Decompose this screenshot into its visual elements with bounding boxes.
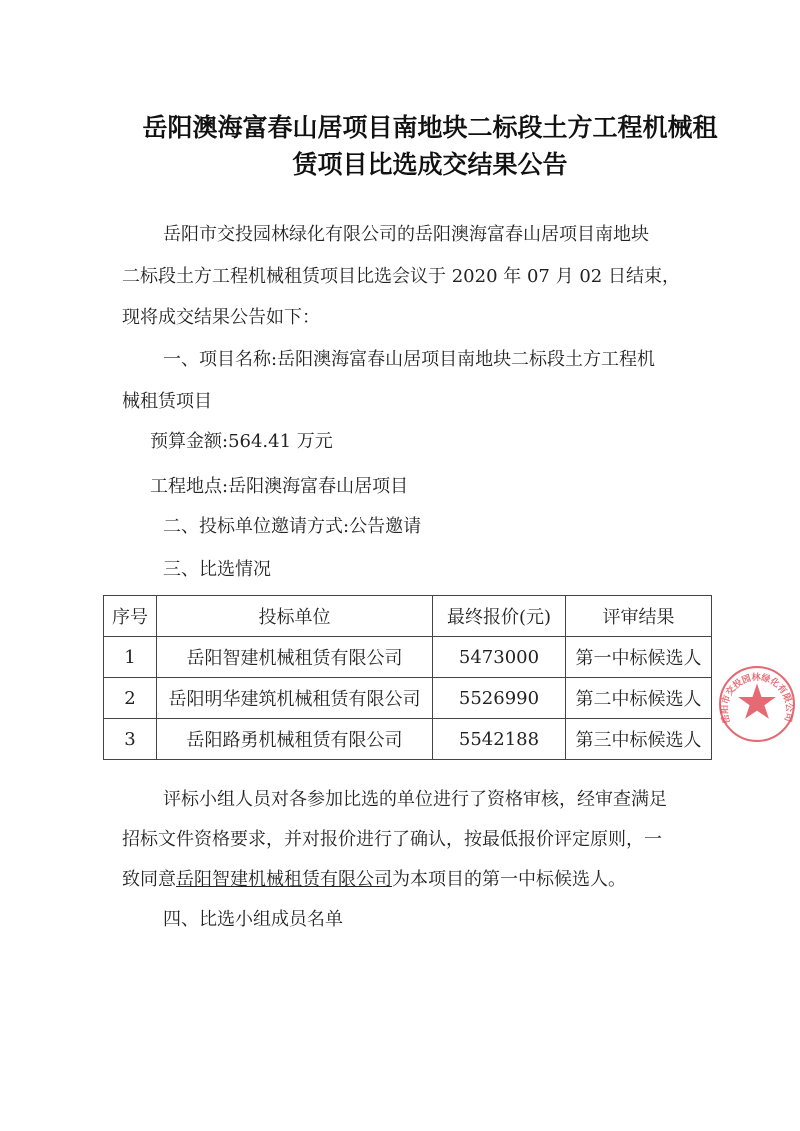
cell-bidder: 岳阳路勇机械租赁有限公司	[157, 719, 433, 760]
header-bidder: 投标单位	[157, 596, 433, 637]
cell-index: 2	[104, 678, 157, 719]
table-row	[104, 678, 712, 719]
header-result: 评审结果	[566, 596, 712, 637]
conclusion-line3	[122, 868, 626, 892]
page-title-line2: 赁项目比选成交结果公告	[292, 150, 568, 179]
cell-price: 5542188	[433, 719, 566, 760]
table-header-row	[104, 596, 712, 637]
section2: 二、投标单位邀请方式:公告邀请	[163, 516, 422, 537]
cell-result: 第一中标候选人	[566, 637, 712, 678]
table-row	[104, 637, 712, 678]
conclusion-pre: 致同意	[122, 869, 176, 890]
page-title-line1: 岳阳澳海富春山居项目南地块二标段土方工程机械租	[142, 113, 718, 142]
cell-index: 3	[104, 719, 157, 760]
cell-price: 5526990	[433, 678, 566, 719]
conclusion-line2: 招标文件资格要求，并对报价进行了确认，按最低报价评定原则，一	[122, 829, 662, 850]
winner-company: 岳阳智建机械租赁有限公司	[176, 869, 392, 890]
header-index: 序号	[104, 596, 157, 637]
section4: 四、比选小组成员名单	[163, 909, 343, 930]
cell-result: 第三中标候选人	[566, 719, 712, 760]
intro-line1: 岳阳市交投园林绿化有限公司的岳阳澳海富春山居项目南地块	[163, 224, 649, 245]
conclusion-line1: 评标小组人员对各参加比选的单位进行了资格审核，经审查满足	[163, 789, 667, 810]
table-row	[104, 719, 712, 760]
seal-text: 岳阳市交投园林绿化有限公司	[720, 673, 794, 725]
cell-price: 5473000	[433, 637, 566, 678]
header-price: 最终报价(元)	[433, 596, 566, 637]
cell-index: 1	[104, 637, 157, 678]
conclusion-post: 为本项目的第一中标候选人。	[392, 869, 626, 890]
company-seal	[718, 665, 796, 743]
seal-star-icon	[738, 683, 776, 718]
cell-bidder: 岳阳明华建筑机械租赁有限公司	[157, 678, 433, 719]
location: 工程地点:岳阳澳海富春山居项目	[150, 476, 409, 497]
section3: 三、比选情况	[163, 559, 271, 580]
intro-line2: 二标段土方工程机械租赁项目比选会议于 2020 年 07 月 02 日结束，	[122, 266, 680, 287]
section1-line1: 一、项目名称:岳阳澳海富春山居项目南地块二标段土方工程机	[163, 349, 656, 370]
cell-bidder: 岳阳智建机械租赁有限公司	[157, 637, 433, 678]
bid-results-table	[103, 595, 712, 760]
intro-line3: 现将成交结果公告如下：	[122, 307, 320, 328]
section1-line2: 械租赁项目	[122, 391, 212, 412]
budget: 预算金额:564.41 万元	[150, 431, 333, 452]
cell-result: 第二中标候选人	[566, 678, 712, 719]
